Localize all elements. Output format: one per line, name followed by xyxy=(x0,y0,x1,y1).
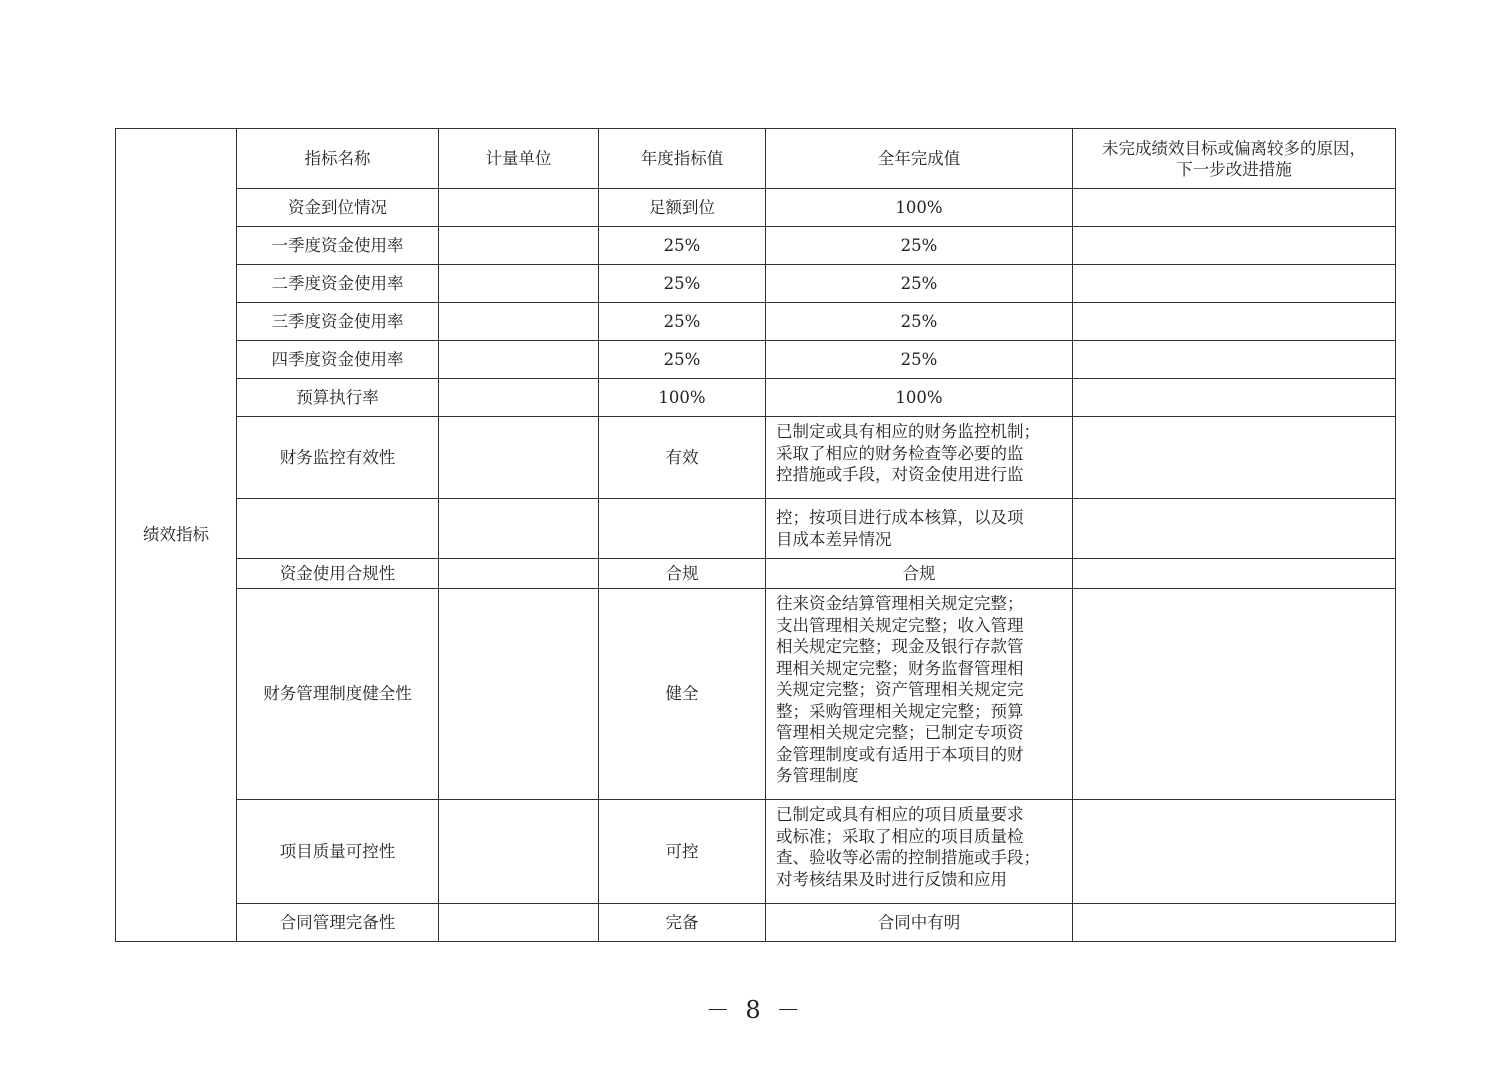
reason-cell xyxy=(1073,417,1396,499)
actual-cell-text: 控；按项目进行成本核算，以及项 目成本差异情况 xyxy=(776,508,1024,549)
actual-cell: 25% xyxy=(766,341,1073,379)
performance-indicator-table xyxy=(115,128,1396,942)
reason-cell xyxy=(1073,499,1396,559)
actual-cell xyxy=(766,417,1073,499)
unit-cell xyxy=(439,189,599,227)
actual-cell: 100% xyxy=(766,189,1073,227)
target-cell: 可控 xyxy=(599,800,766,904)
reason-cell xyxy=(1073,904,1396,942)
reason-cell xyxy=(1073,589,1396,800)
unit-cell xyxy=(439,904,599,942)
indicator-name: 二季度资金使用率 xyxy=(237,265,439,303)
actual-cell xyxy=(766,589,1073,800)
indicator-name: 合同管理完备性 xyxy=(237,904,439,942)
header-indicator-name: 指标名称 xyxy=(237,129,439,189)
table-row xyxy=(116,904,1396,942)
table-row xyxy=(116,559,1396,589)
target-cell: 25% xyxy=(599,265,766,303)
indicator-name xyxy=(237,499,439,559)
indicator-name: 财务管理制度健全性 xyxy=(237,589,439,800)
table-row xyxy=(116,189,1396,227)
table-row xyxy=(116,499,1396,559)
actual-cell: 100% xyxy=(766,379,1073,417)
target-cell: 有效 xyxy=(599,417,766,499)
table-row xyxy=(116,417,1396,499)
unit-cell xyxy=(439,341,599,379)
indicator-name: 项目质量可控性 xyxy=(237,800,439,904)
reason-cell xyxy=(1073,341,1396,379)
actual-cell: 25% xyxy=(766,227,1073,265)
reason-cell xyxy=(1073,559,1396,589)
unit-cell xyxy=(439,559,599,589)
actual-cell: 25% xyxy=(766,303,1073,341)
target-cell: 100% xyxy=(599,379,766,417)
actual-cell-text: 往来资金结算管理相关规定完整； 支出管理相关规定完整；收入管理 相关规定完整；现金及银行存款管 理相关规定完整；财务监督管理相 关规定完整；资产管理相关规定完 整；采购管理相关规定完整；预算 管理相关规定完整；已制定专项资 金管理制度或有适用于本项目的财 务管理制度 xyxy=(776,594,1024,785)
unit-cell xyxy=(439,417,599,499)
indicator-name: 财务监控有效性 xyxy=(237,417,439,499)
table-row xyxy=(116,589,1396,800)
target-cell: 25% xyxy=(599,303,766,341)
reason-cell xyxy=(1073,379,1396,417)
reason-cell xyxy=(1073,189,1396,227)
actual-cell: 合规 xyxy=(766,559,1073,589)
target-cell: 合规 xyxy=(599,559,766,589)
page-number: － 8 － xyxy=(705,996,805,1024)
table-row xyxy=(116,303,1396,341)
indicator-name: 预算执行率 xyxy=(237,379,439,417)
header-unit: 计量单位 xyxy=(439,129,599,189)
actual-cell-text: 已制定或具有相应的项目质量要求 或标准；采取了相应的项目质量检 查、验收等必需的控制措施或手段； 对考核结果及时进行反馈和应用 xyxy=(776,805,1040,889)
unit-cell xyxy=(439,800,599,904)
reason-cell xyxy=(1073,800,1396,904)
indicator-name: 资金使用合规性 xyxy=(237,559,439,589)
unit-cell xyxy=(439,379,599,417)
unit-cell xyxy=(439,303,599,341)
reason-cell xyxy=(1073,265,1396,303)
target-cell xyxy=(599,499,766,559)
target-cell: 足额到位 xyxy=(599,189,766,227)
table-row xyxy=(116,227,1396,265)
reason-cell xyxy=(1073,227,1396,265)
header-deviation-reason: 未完成绩效目标或偏离较多的原因， 下一步改进措施 xyxy=(1073,129,1396,189)
header-annual-actual: 全年完成值 xyxy=(766,129,1073,189)
target-cell: 25% xyxy=(599,227,766,265)
actual-cell: 合同中有明 xyxy=(766,904,1073,942)
table-row xyxy=(116,800,1396,904)
target-cell: 25% xyxy=(599,341,766,379)
unit-cell xyxy=(439,589,599,800)
target-cell: 完备 xyxy=(599,904,766,942)
indicator-name: 资金到位情况 xyxy=(237,189,439,227)
actual-cell xyxy=(766,499,1073,559)
actual-cell: 25% xyxy=(766,265,1073,303)
table-row xyxy=(116,379,1396,417)
table-row xyxy=(116,265,1396,303)
indicator-name: 四季度资金使用率 xyxy=(237,341,439,379)
unit-cell xyxy=(439,265,599,303)
header-annual-target: 年度指标值 xyxy=(599,129,766,189)
table-row xyxy=(116,341,1396,379)
reason-cell xyxy=(1073,303,1396,341)
unit-cell xyxy=(439,499,599,559)
target-cell: 健全 xyxy=(599,589,766,800)
table-header-row xyxy=(116,129,1396,189)
actual-cell-text: 已制定或具有相应的财务监控机制； 采取了相应的财务检查等必要的监 控措施或手段，对资金使用进行监 xyxy=(776,422,1040,484)
actual-cell xyxy=(766,800,1073,904)
indicator-name: 三季度资金使用率 xyxy=(237,303,439,341)
indicator-name: 一季度资金使用率 xyxy=(237,227,439,265)
category-cell: 绩效指标 xyxy=(116,129,237,942)
unit-cell xyxy=(439,227,599,265)
